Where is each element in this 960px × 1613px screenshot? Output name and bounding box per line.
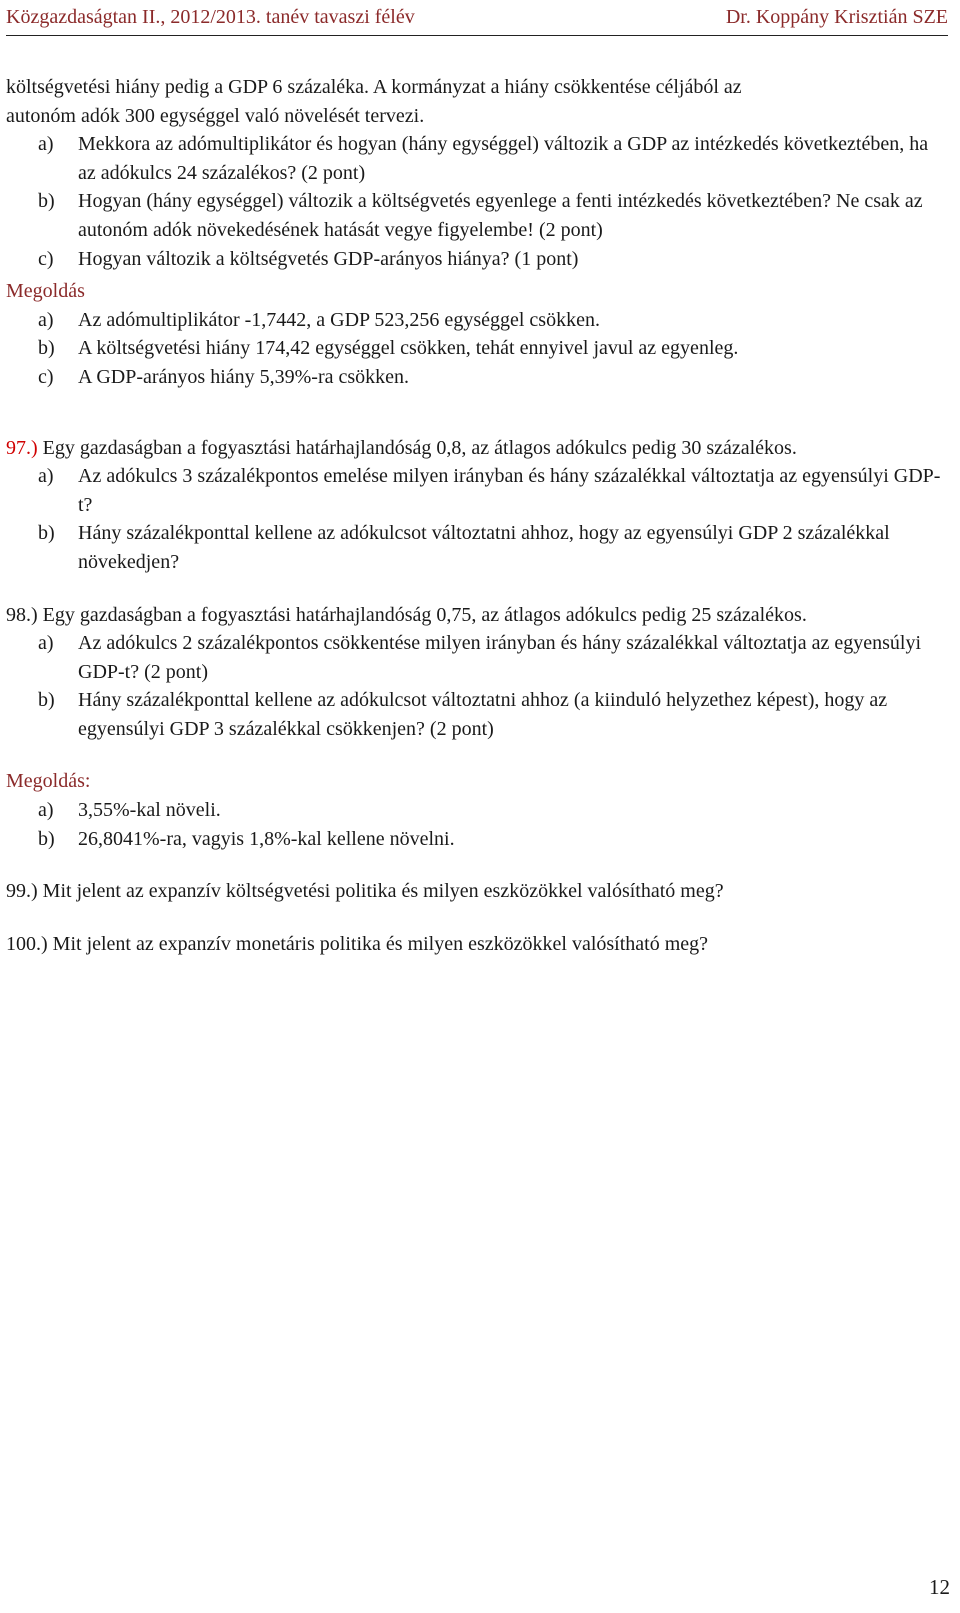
- question-number: 100.): [6, 932, 48, 955]
- solution-text: Az adómultiplikátor -1,7442, a GDP 523,256 egységgel csökken.: [78, 308, 600, 331]
- solution-item: [6, 825, 946, 854]
- list-marker: b): [38, 337, 55, 360]
- solution-text: A GDP-arányos hiány 5,39%-ra csökken.: [78, 365, 410, 388]
- list-item: [6, 187, 946, 244]
- list-text: Az adókulcs 3 százalékpontos emelése milyen irányban és hány százalékkal változtatja az egyensúlyi GDP-t?: [78, 465, 941, 516]
- list-marker: a): [38, 799, 54, 822]
- header-divider: [6, 35, 948, 36]
- list-text: Az adókulcs 2 százalékpontos csökkentése milyen irányban és hány százalékkal változtatja az egyensúlyi GDP-t? (2 pont): [78, 632, 922, 683]
- solution-text: 3,55%-kal növeli.: [78, 799, 221, 822]
- question-number: 98.): [6, 603, 38, 626]
- list-text: Hány százalékponttal kellene az adókulcsot változtatni ahhoz, hogy az egyensúlyi GDP 2 százalékkal növekedjen?: [78, 522, 890, 573]
- question-text: Egy gazdaságban a fogyasztási határhajlandóság 0,8, az átlagos adókulcs pedig 30 százalékos.: [42, 436, 797, 459]
- question-97: [6, 434, 946, 463]
- question-99: [6, 877, 946, 906]
- solution-item: [6, 334, 946, 363]
- intro-line: költségvetési hiány pedig a GDP 6 százaléka. A kormányzat a hiány csökkentése céljából az: [6, 76, 742, 98]
- list-item: [6, 245, 946, 274]
- solution-item: [6, 363, 946, 392]
- list-item: [6, 462, 946, 519]
- list-marker: c): [38, 365, 54, 388]
- list-text: Mekkora az adómultiplikátor és hogyan (hány egységgel) változik a GDP az intézkedés következtében, ha az adókulcs 24 százalékos? (2 pont): [78, 133, 929, 184]
- question-number: 97.: [6, 436, 31, 459]
- question-text: Egy gazdaságban a fogyasztási határhajlandóság 0,75, az átlagos adókulcs pedig 25 százalékos.: [42, 603, 807, 626]
- list-marker: b): [38, 190, 55, 213]
- list-text: Hány százalékponttal kellene az adókulcsot változtatni ahhoz (a kiinduló helyzethez képest), hogy az egyensúlyi GDP 3 százalékkal csökkenjen? (2 pont): [78, 689, 888, 740]
- solution-item: [6, 306, 946, 335]
- solution-text: A költségvetési hiány 174,42 egységgel csökken, tehát ennyivel javul az egyenleg.: [78, 337, 739, 360]
- solution-text: 26,8041%-ra, vagyis 1,8%-kal kellene növelni.: [78, 827, 455, 850]
- question-number-paren: ): [31, 436, 38, 459]
- list-text: Hogyan (hány egységgel) változik a költségvetés egyenlege a fenti intézkedés következtében? Ne csak az autonóm adók növekedésének hatását vegye figyelembe! (2 pont): [78, 190, 923, 241]
- question-100: [6, 930, 946, 959]
- document-body: [6, 73, 946, 958]
- list-item: [6, 130, 946, 187]
- header-author: Dr. Koppány Krisztián SZE: [725, 6, 948, 28]
- solution-title: Megoldás: [6, 280, 85, 303]
- intro-line: autonóm adók 300 egységgel való növelését tervezi.: [6, 104, 425, 127]
- list-text: Hogyan változik a költségvetés GDP-arányos hiánya? (1 pont): [78, 247, 579, 270]
- list-marker: a): [38, 632, 54, 655]
- question-number: 99.): [6, 880, 38, 903]
- list-marker: b): [38, 689, 55, 712]
- list-item: [6, 686, 946, 743]
- list-marker: a): [38, 133, 54, 156]
- question-98: [6, 601, 946, 630]
- list-marker: c): [38, 247, 54, 270]
- question-text: Mit jelent az expanzív monetáris politika és milyen eszközökkel valósítható meg?: [52, 932, 709, 955]
- list-item: [6, 629, 946, 686]
- solution-title: Megoldás:: [6, 770, 91, 793]
- list-marker: a): [38, 308, 54, 331]
- header-course-title: Közgazdaságtan II., 2012/2013. tanév tavaszi félév: [6, 6, 415, 28]
- solution-item: [6, 796, 946, 825]
- list-marker: a): [38, 465, 54, 488]
- list-marker: b): [38, 522, 55, 545]
- list-item: [6, 519, 946, 576]
- page-header: [0, 0, 960, 36]
- question-text: Mit jelent az expanzív költségvetési politika és milyen eszközökkel valósítható meg?: [42, 880, 724, 903]
- page-number: 12: [929, 1575, 950, 1599]
- list-marker: b): [38, 827, 55, 850]
